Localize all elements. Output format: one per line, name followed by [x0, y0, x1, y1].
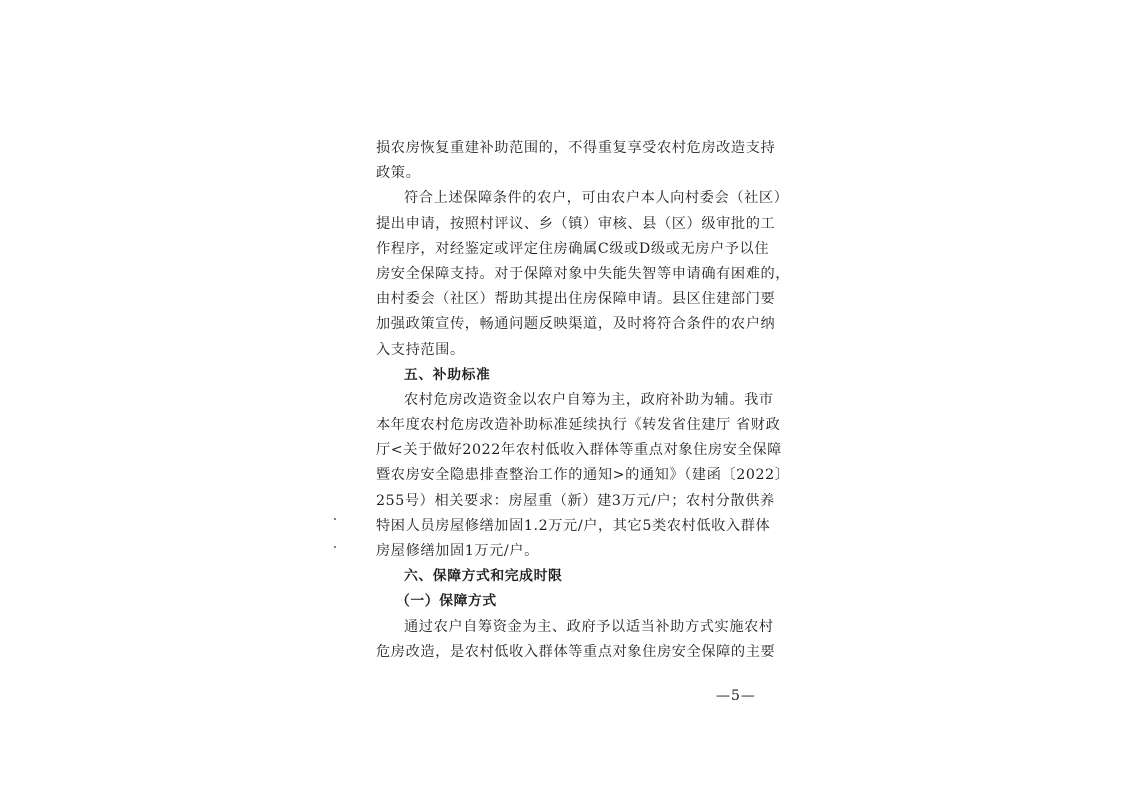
text-line: 由村委会（社区）帮助其提出住房保障申请。县区住建部门要 [376, 291, 776, 308]
text-line: 入支持范围。 [376, 341, 465, 358]
text-line: 农村危房改造资金以农户自筹为主，政府补助为辅。我市 [404, 391, 774, 408]
text-line: 政策。 [376, 165, 421, 182]
text-line: 本年度农村危房改造补助标准延续执行《转发省住建厅 省财政 [376, 417, 781, 434]
text-line: 暨农房安全隐患排查整治工作的通知>的通知》（建函〔2022〕 [376, 467, 790, 484]
text-line: 通过农户自筹资金为主、政府予以适当补助方式实施农村 [404, 618, 774, 635]
scan-speck [334, 546, 336, 548]
section-heading: 六、保障方式和完成时限 [404, 568, 563, 585]
text-line: 厅<关于做好2022年农村低收入群体等重点对象住房安全保障 [376, 442, 782, 459]
text-line: 房安全保障支持。对于保障对象中失能失智等申请确有困难的， [376, 265, 791, 282]
text-line: 损农房恢复重建补助范围的，不得重复享受农村危房改造支持 [376, 140, 776, 156]
subsection-heading: （一）保障方式 [396, 593, 497, 610]
text-line: 符合上述保障条件的农户，可由农户本人向村委会（社区） [404, 190, 789, 207]
text-line: 提出申请，按照村评议、乡（镇）审核、县（区）级审批的工 [376, 215, 776, 232]
text-line: 房屋修缮加固1万元/户。 [376, 543, 539, 559]
text-line: 危房改造，是农村低收入群体等重点对象住房安全保障的主要 [376, 643, 776, 660]
page-number: —5— [716, 688, 756, 704]
body-text [376, 136, 791, 665]
text-line: 加强政策宣传，畅通问题反映渠道，及时将符合条件的农户纳 [376, 316, 776, 333]
text-line: 特困人员房屋修缮加固1.2万元/户，其它5类农村低收入群体 [376, 517, 771, 534]
scan-speck [334, 518, 336, 520]
text-line: 作程序，对经鉴定或评定住房确属C级或D级或无房户予以住 [376, 240, 770, 257]
section-heading: 五、补助标准 [404, 366, 491, 383]
text-line: 255号）相关要求：房屋重（新）建3万元/户；农村分散供养 [376, 492, 775, 509]
